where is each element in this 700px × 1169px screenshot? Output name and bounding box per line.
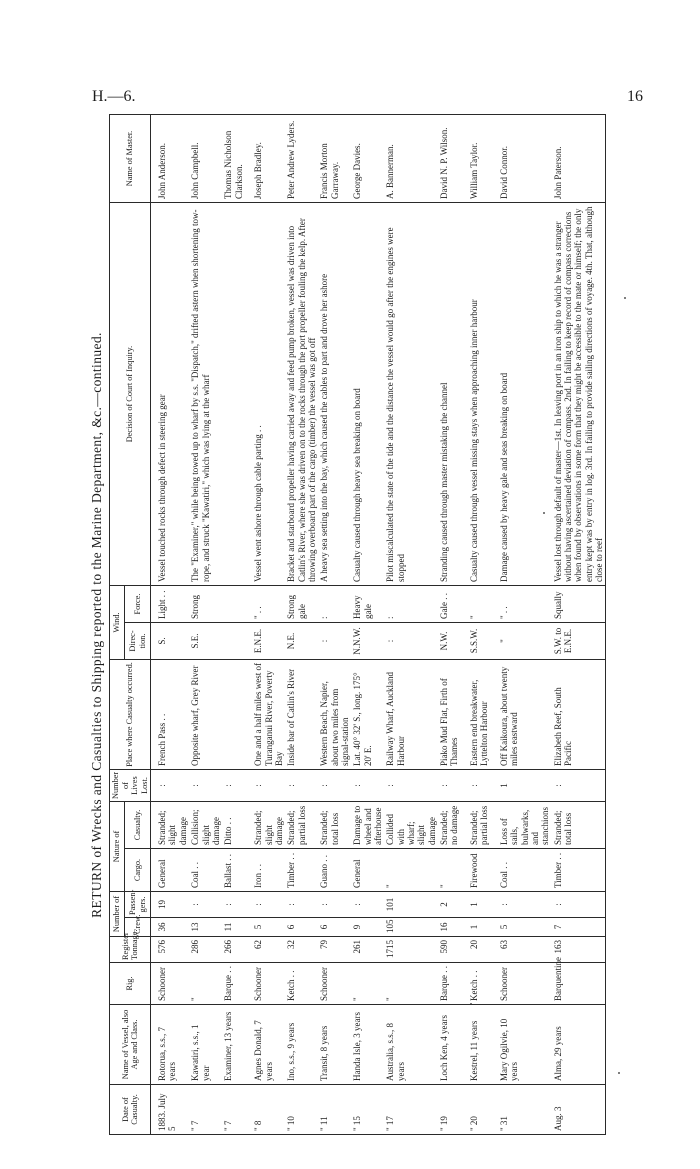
cell-decision: Damage caused by heavy gale and seas breaking on board <box>498 203 552 586</box>
cell-passengers: : <box>498 892 552 918</box>
cell-rig: " <box>189 963 222 1005</box>
cell-casualty: Damage to wheel and afterhouse <box>351 802 384 849</box>
cell-rig: " <box>384 963 438 1005</box>
cell-tonnage: 261 <box>351 937 384 963</box>
cell-passengers: : <box>351 892 384 918</box>
col-rig: Rig. <box>110 963 151 1005</box>
cell-tonnage: 286 <box>189 937 222 963</box>
cell-place: Railway Wharf, Auckland Harbour <box>384 660 438 770</box>
cell-master: Francis Morton Garraway. <box>318 115 351 203</box>
cell-wind-direction: " <box>498 623 552 660</box>
col-place: Place where Casualty occurred. <box>110 660 151 770</box>
rotated-table-stage <box>85 115 700 1135</box>
cell-place: Piako Mud Flat, Firth of Thames <box>438 660 468 770</box>
cell-tonnage: 63 <box>498 937 552 963</box>
cell-wind-direction: E.N.E. <box>252 623 285 660</box>
cell-lives-lost: 1 <box>498 770 552 802</box>
cell-date: " 7 <box>189 1085 222 1135</box>
cell-tonnage: 1715 <box>384 937 438 963</box>
cell-casualty: Stranded; total loss <box>318 802 351 849</box>
cell-master: George Davies. <box>351 115 384 203</box>
cell-date: Aug. 3 <box>552 1085 606 1135</box>
cell-crew: 6 <box>318 918 351 937</box>
cell-date: " 15 <box>351 1085 384 1135</box>
cell-wind-direction: : <box>318 623 351 660</box>
cell-vessel: Agnes Donald, 7 years <box>252 1005 285 1085</box>
cell-crew: 5 <box>498 918 552 937</box>
cell-vessel: Australia, s.s., 8 years <box>384 1005 438 1085</box>
wrecks-return-table <box>109 114 606 1135</box>
cell-place <box>222 660 252 770</box>
cell-place: One and a half miles west of Turanganui River, Poverty Bay <box>252 660 285 770</box>
col-wind: Wind. <box>110 586 125 660</box>
cell-cargo: " <box>384 849 438 892</box>
col-wind-force: Force. <box>124 586 150 623</box>
col-date: Date of Casualty. <box>110 1085 151 1135</box>
cell-place: Eastern end breakwater, Lyttelton Harbour <box>468 660 498 770</box>
table-row <box>285 115 318 1135</box>
cell-wind-force: Squally <box>552 586 606 623</box>
cell-tonnage: 576 <box>151 937 190 963</box>
cell-decision: Casualty caused through vessel missing stays when approaching inner harbour <box>468 203 498 586</box>
cell-casualty: Collided with wharf; slight damage <box>384 802 438 849</box>
cell-passengers: : <box>222 892 252 918</box>
col-vessel: Name of Vessel, also Age and Class. <box>110 1005 151 1085</box>
cell-wind-force: Heavy gale <box>351 586 384 623</box>
cell-date: " 20 <box>468 1085 498 1135</box>
cell-passengers: : <box>252 892 285 918</box>
cell-crew: 7 <box>552 918 606 937</box>
col-cargo: Cargo. <box>124 849 150 892</box>
cell-lives-lost: : <box>438 770 468 802</box>
cell-wind-force: Light . . <box>151 586 190 623</box>
return-title: RETURN of Wrecks and Casualties to Shipping reported to the Marine Department, &c.—continued. <box>89 332 104 918</box>
cell-lives-lost: : <box>285 770 318 802</box>
cell-cargo: " <box>438 849 468 892</box>
cell-lives-lost: : <box>318 770 351 802</box>
cell-decision: Vessel touched rocks through defect in steering gear <box>151 203 190 586</box>
cell-wind-direction <box>222 623 252 660</box>
cell-passengers: 1 <box>468 892 498 918</box>
cell-wind-force: " . . <box>252 586 285 623</box>
cell-date: " 7 <box>222 1085 252 1135</box>
cell-cargo: Guano . . <box>318 849 351 892</box>
col-number-of: Number of <box>110 892 125 937</box>
cell-wind-direction: S.E. <box>189 623 222 660</box>
cell-crew: 1 <box>468 918 498 937</box>
cell-date: " 8 <box>252 1085 285 1135</box>
cell-lives-lost: : <box>351 770 384 802</box>
cell-passengers: : <box>552 892 606 918</box>
cell-master: John Paterson. <box>552 115 606 203</box>
cell-place: Western Beach, Napier, about two miles from signal-station <box>318 660 351 770</box>
cell-wind-force: Strong <box>189 586 222 623</box>
table-row <box>468 115 498 1135</box>
cell-cargo: Coal . . <box>498 849 552 892</box>
cell-wind-force <box>222 586 252 623</box>
cell-decision: Pilot miscalculated the state of the tide and the distance the vessel would go after the engines were stopped <box>384 203 438 586</box>
cell-place: Off Kaikoura, about twenty miles eastward <box>498 660 552 770</box>
col-nature-of: Nature of <box>110 802 125 892</box>
cell-passengers: 101 <box>384 892 438 918</box>
col-master: Name of Master. <box>110 115 151 203</box>
cell-cargo: Timber . . <box>552 849 606 892</box>
cell-tonnage: 62 <box>252 937 285 963</box>
cell-place: Lat. 40° 32' S., long. 175° 20' E. <box>351 660 384 770</box>
table-row <box>498 115 552 1135</box>
col-casualty: Casualty. <box>124 802 150 849</box>
cell-rig: Schooner <box>498 963 552 1005</box>
cell-decision <box>222 203 252 586</box>
table-row <box>151 115 190 1135</box>
cell-casualty: Stranded; partial loss <box>468 802 498 849</box>
page-header-left: H.—6. <box>92 88 136 105</box>
cell-wind-direction: S. <box>151 623 190 660</box>
cell-date: " 17 <box>384 1085 438 1135</box>
cell-crew: 11 <box>222 918 252 937</box>
cell-cargo: Iron . . <box>252 849 285 892</box>
cell-master: Joseph Bradley. <box>252 115 285 203</box>
cell-wind-force: Gale . . <box>438 586 468 623</box>
cell-vessel: Loch Ken, 4 years <box>438 1005 468 1085</box>
cell-vessel: Handa Isle, 3 years <box>351 1005 384 1085</box>
cell-master: David N. P. Wilson. <box>438 115 468 203</box>
cell-tonnage: 163 <box>552 937 606 963</box>
cell-vessel: Ino, s.s., 9 years <box>285 1005 318 1085</box>
cell-master: David Connor. <box>498 115 552 203</box>
cell-wind-force: : <box>384 586 438 623</box>
table-row <box>438 115 468 1135</box>
cell-master: Thomas Nicholson Clarkson. <box>222 115 252 203</box>
cell-wind-direction: S.W. to E.N.E. <box>552 623 606 660</box>
cell-master: William Taylor. <box>468 115 498 203</box>
table-row <box>189 115 222 1135</box>
cell-date: " 31 <box>498 1085 552 1135</box>
cell-crew: 105 <box>384 918 438 937</box>
cell-vessel: Alma, 29 years <box>552 1005 606 1085</box>
cell-date: " 11 <box>318 1085 351 1135</box>
cell-tonnage: 32 <box>285 937 318 963</box>
cell-wind-direction: N.W. <box>438 623 468 660</box>
cell-master: John Campbell. <box>189 115 222 203</box>
cell-wind-direction: S.S.W. <box>468 623 498 660</box>
cell-crew: 36 <box>151 918 190 937</box>
cell-master: A. Bannerman. <box>384 115 438 203</box>
cell-rig: Schooner <box>252 963 285 1005</box>
cell-place: Inside bar of Catlin's River <box>285 660 318 770</box>
col-lives-lost: Number of Lives Lost. <box>110 770 151 802</box>
cell-decision: Casualty caused through heavy sea breaking on board <box>351 203 384 586</box>
cell-rig: Barquentine <box>552 963 606 1005</box>
table-row <box>384 115 438 1135</box>
cell-crew: 9 <box>351 918 384 937</box>
cell-decision: Vessel went ashore through cable parting . . <box>252 203 285 586</box>
cell-lives-lost: : <box>252 770 285 802</box>
cell-passengers: 19 <box>151 892 190 918</box>
cell-decision: Vessel lost through default of master—1st. In leaving port in an iron ship to which he was a stranger without having ascertained deviation of compass. 2nd. In failing to keep record of compass corrections when found by observations in some form that they might be accessible to the mate or himself; the only entry kept was by entry in log. 3rd. In failing to provide sailing directions of voyage. 4th. That, although close to reef <box>552 203 606 586</box>
cell-lives-lost: : <box>468 770 498 802</box>
table-row <box>351 115 384 1135</box>
cell-casualty: Stranded; no damage <box>438 802 468 849</box>
cell-master: Peter Andrew Lyders. <box>285 115 318 203</box>
cell-crew: 6 <box>285 918 318 937</box>
cell-passengers: : <box>318 892 351 918</box>
cell-master: John Anderson. <box>151 115 190 203</box>
cell-wind-force: " . . <box>498 586 552 623</box>
cell-passengers: : <box>285 892 318 918</box>
cell-casualty: Stranded; partial loss <box>285 802 318 849</box>
cell-rig: Barque . . <box>222 963 252 1005</box>
col-wind-direction: Direc-tion. <box>124 623 150 660</box>
cell-decision: Stranding caused through master mistaking the channel <box>438 203 468 586</box>
cell-passengers: 2 <box>438 892 468 918</box>
cell-cargo: Coal . . <box>189 849 222 892</box>
cell-place: Elizabeth Reef, South Pacific <box>552 660 606 770</box>
cell-tonnage: 20 <box>468 937 498 963</box>
cell-place: Opposite wharf, Grey River <box>189 660 222 770</box>
cell-rig: Ketch . . <box>285 963 318 1005</box>
table-row <box>552 115 606 1135</box>
table-row <box>318 115 351 1135</box>
cell-rig: Ketch . . <box>468 963 498 1005</box>
cell-rig: Barque . . <box>438 963 468 1005</box>
col-tonnage: Register Tonnage. <box>110 937 151 963</box>
cell-vessel: Kawatiri, s.s., 1 year <box>189 1005 222 1085</box>
col-decision: Decision of Court of Inquiry. <box>110 203 151 586</box>
cell-wind-force: Strong gale <box>285 586 318 623</box>
cell-casualty: Stranded; total loss <box>552 802 606 849</box>
cell-decision: Bracket and starboard propeller having carried away and feed pump broken, vessel was driven into Catlin's River, where she was driven on to the rocks through the port propeller fouling the kelp. After throwing overboard part of the cargo (timber) the vessel was got off <box>285 203 318 586</box>
cell-tonnage: 266 <box>222 937 252 963</box>
cell-wind-force: " <box>468 586 498 623</box>
cell-casualty: Stranded; slight damage <box>252 802 285 849</box>
cell-cargo: Firewood <box>468 849 498 892</box>
cell-vessel: Examiner, 13 years <box>222 1005 252 1085</box>
page-number: 16 <box>627 88 643 105</box>
col-crew: Crew. <box>124 918 150 937</box>
cell-casualty: Loss of sails, bulwarks, and stanchions <box>498 802 552 849</box>
cell-crew: 5 <box>252 918 285 937</box>
cell-date: 1883. July 5 <box>151 1085 190 1135</box>
cell-casualty: Collision; slight damage <box>189 802 222 849</box>
cell-crew: 13 <box>189 918 222 937</box>
col-passengers: Passen-gers. <box>124 892 150 918</box>
cell-rig: Schooner <box>151 963 190 1005</box>
cell-cargo: Ballast . . <box>222 849 252 892</box>
table-row <box>252 115 285 1135</box>
cell-rig: " <box>351 963 384 1005</box>
cell-rig: Schooner <box>318 963 351 1005</box>
cell-casualty: Ditto . . <box>222 802 252 849</box>
cell-wind-direction: : <box>384 623 438 660</box>
cell-wind-force: : <box>318 586 351 623</box>
cell-lives-lost: : <box>151 770 190 802</box>
cell-crew: 16 <box>438 918 468 937</box>
cell-lives-lost: : <box>189 770 222 802</box>
cell-wind-direction: N.N.W. <box>351 623 384 660</box>
cell-casualty: Stranded; slight damage <box>151 802 190 849</box>
cell-lives-lost: : <box>384 770 438 802</box>
cell-date: " 19 <box>438 1085 468 1135</box>
cell-cargo: General <box>351 849 384 892</box>
cell-cargo: General <box>151 849 190 892</box>
cell-passengers: : <box>189 892 222 918</box>
cell-cargo: Timber . . <box>285 849 318 892</box>
cell-lives-lost: : <box>552 770 606 802</box>
cell-vessel: Transit, 8 years <box>318 1005 351 1085</box>
table-row <box>222 115 252 1135</box>
cell-date: " 10 <box>285 1085 318 1135</box>
cell-decision: A heavy sea setting into the bay, which caused the cables to part and drove her ashore <box>318 203 351 586</box>
cell-vessel: Mary Ogilvie, 10 years <box>498 1005 552 1085</box>
cell-tonnage: 590 <box>438 937 468 963</box>
cell-decision: The "Examiner," while being towed up to wharf by s.s. "Dispatch," drifted astern when shortening tow-rope, and struck "Kawatiri," which was lying at the wharf <box>189 203 222 586</box>
cell-place: French Pass . . <box>151 660 190 770</box>
cell-lives-lost: : <box>222 770 252 802</box>
cell-tonnage: 79 <box>318 937 351 963</box>
cell-wind-direction: N.E. <box>285 623 318 660</box>
cell-vessel: Rotorua, s.s., 7 years <box>151 1005 190 1085</box>
cell-vessel: Kestrel, 11 years <box>468 1005 498 1085</box>
